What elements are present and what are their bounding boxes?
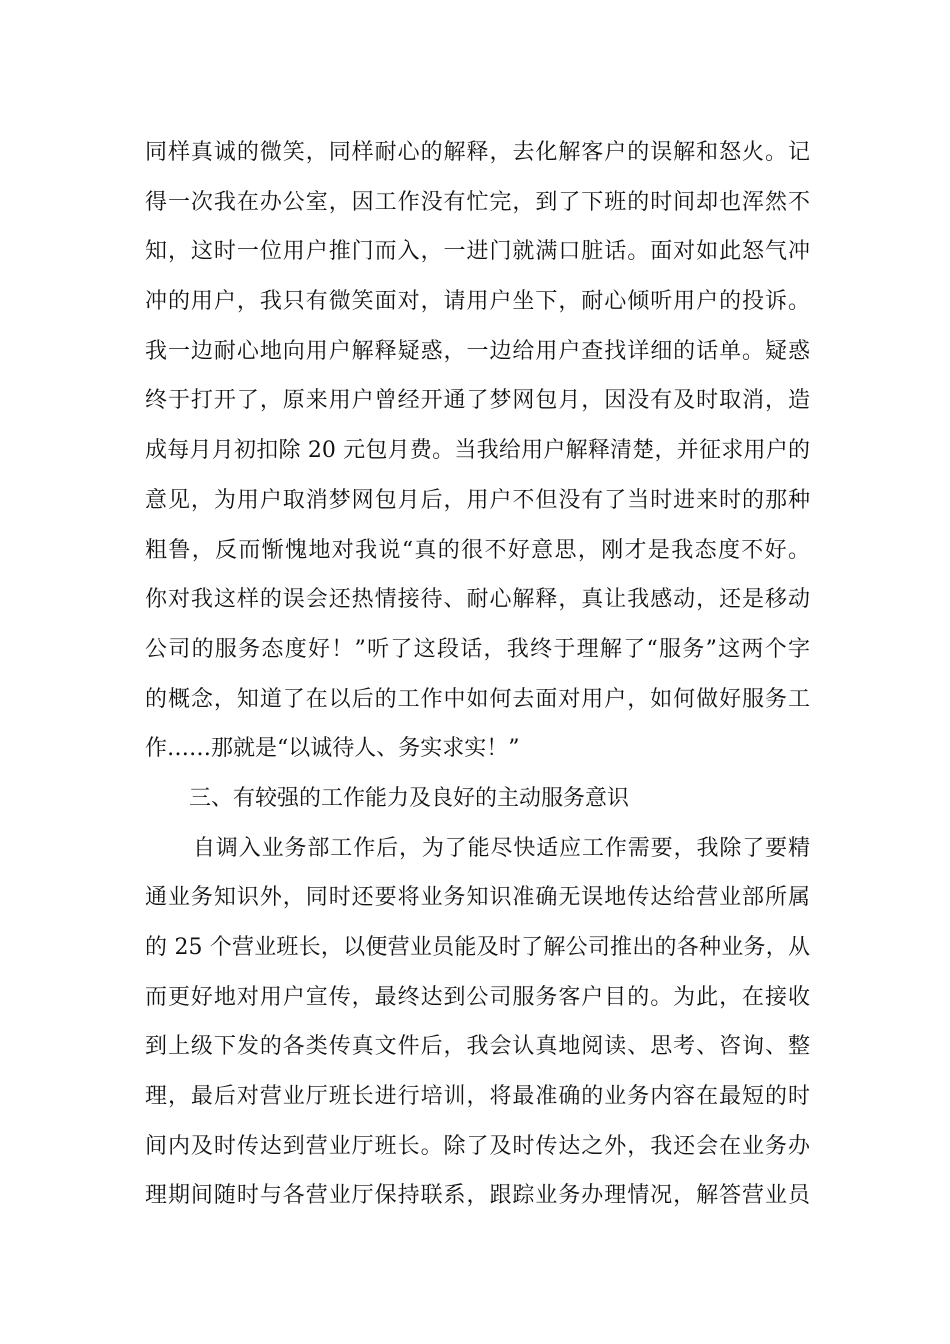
text-line: 你对我这样的误会还热情接待、耐心解释，真让我感动，还是移动 bbox=[145, 587, 810, 613]
section-heading: 三、有较强的工作能力及良好的主动服务意识 bbox=[189, 785, 630, 811]
text-line: 的概念，知道了在以后的工作中如何去面对用户，如何做好服务工 bbox=[145, 686, 810, 712]
text-line: 知，这时一位用户推门而入，一进门就满口脏话。面对如此怒气冲 bbox=[145, 239, 810, 265]
text-line: 同样真诚的微笑，同样耐心的解释，去化解客户的误解和怒火。记 bbox=[145, 140, 810, 165]
text-line: 到上级下发的各类传真文件后，我会认真地阅读、思考、咨询、整 bbox=[145, 1034, 810, 1060]
text-line: 成每月月初扣除 20 元包月费。当我给用户解释清楚，并征求用户的 bbox=[145, 438, 810, 464]
text-line: 我一边耐心地向用户解释疑惑，一边给用户查找详细的话单。疑惑 bbox=[145, 338, 810, 364]
text-line: 通业务知识外，同时还要将业务知识准确无误地传达给营业部所属 bbox=[145, 885, 810, 911]
text-line: 的 25 个营业班长，以便营业员能及时了解公司推出的各种业务，从 bbox=[145, 935, 810, 960]
paragraph-work-ability bbox=[145, 824, 810, 1222]
text-line: 而更好地对用户宣传，最终达到公司服务客户目的。为此，在接收 bbox=[145, 984, 810, 1010]
text-line: 终于打开了，原来用户曾经开通了梦网包月，因没有及时取消，造 bbox=[145, 388, 810, 414]
text-line: 意见，为用户取消梦网包月后，用户不但没有了当时进来时的那种 bbox=[145, 487, 810, 513]
text-line: 理期间随时与各营业厅保持联系，跟踪业务办理情况，解答营业员 bbox=[145, 1183, 810, 1209]
text-line: 冲的用户，我只有微笑面对，请用户坐下，耐心倾听用户的投诉。 bbox=[145, 289, 810, 315]
text-line: 粗鲁，反而惭愧地对我说“真的很不好意思，刚才是我态度不好。 bbox=[145, 537, 810, 563]
paragraph-service-story bbox=[145, 128, 810, 774]
text-line: 公司的服务态度好！”听了这段话，我终于理解了“服务”这两个字 bbox=[145, 636, 810, 662]
text-line: 自调入业务部工作后，为了能尽快适应工作需要，我除了要精 bbox=[193, 835, 810, 861]
text-line: 作……那就是“以诚待人、务实求实！” bbox=[145, 736, 520, 762]
text-line: 间内及时传达到营业厅班长。除了及时传达之外，我还会在业务办 bbox=[145, 1133, 810, 1159]
text-line: 理，最后对营业厅班长进行培训，将最准确的业务内容在最短的时 bbox=[145, 1084, 810, 1110]
document-body bbox=[145, 128, 810, 1221]
text-line: 得一次我在办公室，因工作没有忙完，到了下班的时间却也浑然不 bbox=[145, 189, 810, 215]
